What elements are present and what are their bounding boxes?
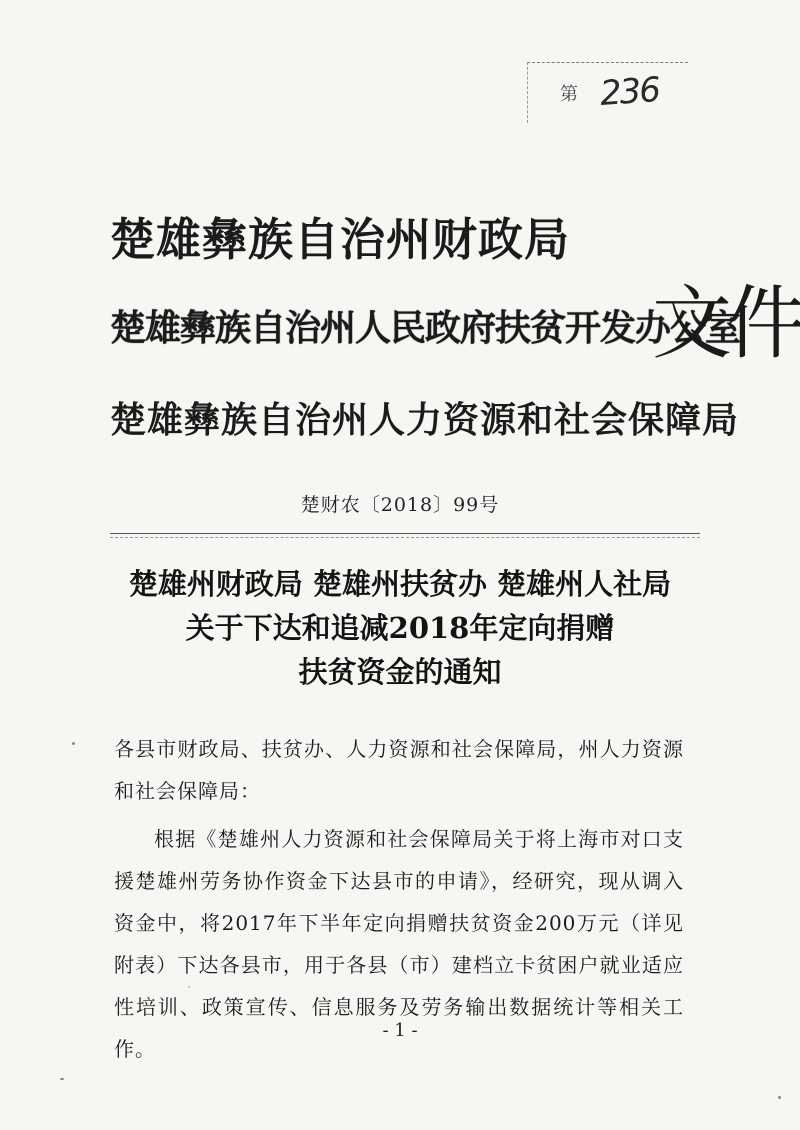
issuer-hr-bureau: 楚雄彝族自治州人力资源和社会保障局: [110, 399, 740, 441]
scan-speck: [72, 742, 75, 745]
document-type-label: 文件: [652, 277, 800, 370]
recipients-line: 各县市财政局、扶贫办、人力资源和社会保障局，州人力资源和社会保障局：: [114, 737, 684, 803]
issuer-poverty-office: 楚雄彝族自治州人民政府扶贫开发办公室: [110, 307, 741, 349]
scan-speck: [778, 1096, 781, 1099]
handwritten-archive-number: 236: [598, 69, 661, 115]
notice-title-line-3: 扶贫资金的通知: [298, 655, 502, 689]
notice-body: [114, 728, 684, 1070]
scan-speck: [188, 986, 190, 988]
page-number: - 1 -: [382, 1020, 418, 1041]
header-divider-shadow: [110, 537, 700, 538]
issuer-finance-bureau: 楚雄彝族自治州财政局: [110, 213, 571, 266]
body-paragraph-1: 根据《楚雄州人力资源和社会保障局关于将上海市对口支援楚雄州劳务协作资金下达县市的申请》，经研究，现从调入资金中，将2017年下半年定向捐赠扶贫资金200万元（详见附表）下达各县市，用于各县（市）建档立卡贫困户就业适应性培训、政策宣传、信息服务及劳务输出数据统计等相关工作。: [114, 827, 684, 1061]
notice-title-line-2: 关于下达和追减2018年定向捐赠: [185, 611, 615, 645]
document-number: 楚财农〔2018〕99号: [300, 494, 500, 516]
notice-title-line-1: 楚雄州财政局 楚雄州扶贫办 楚雄州人社局: [128, 567, 672, 601]
archive-stamp-label: 第: [560, 84, 578, 105]
header-divider: [110, 533, 700, 534]
notice-title: [0, 562, 800, 694]
scan-speck: [60, 1078, 64, 1080]
